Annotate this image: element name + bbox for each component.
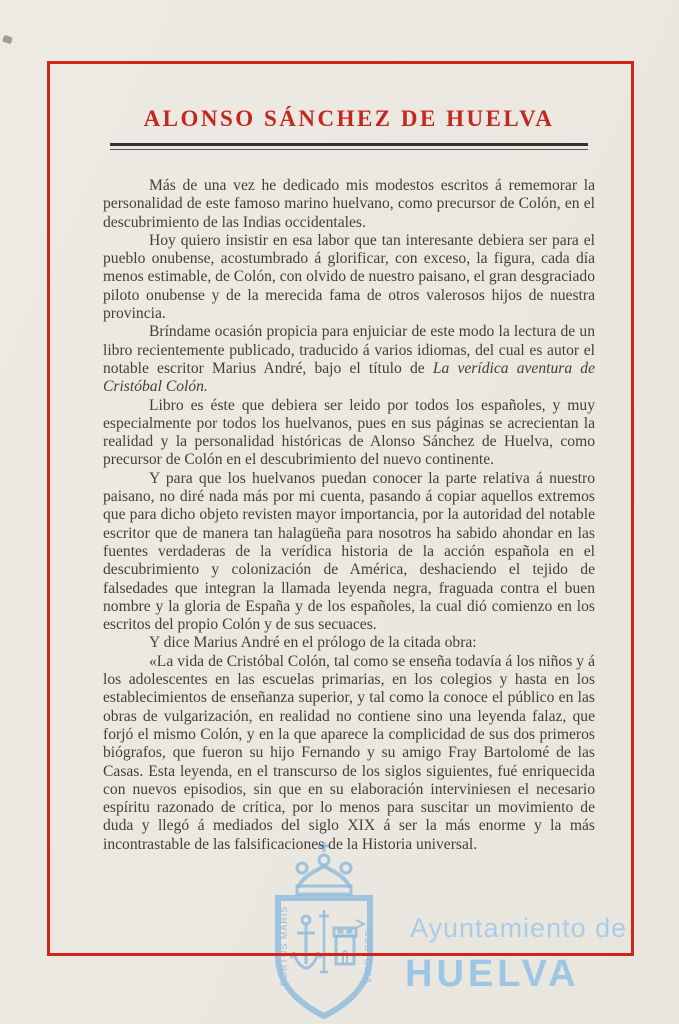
paragraph xyxy=(103,323,595,396)
paragraph-text: Bríndame ocasión propicia para enjuiciar de este modo la lectura de un libro recientemente publicado, traducido á varios idiomas, del cual es autor el notable escritor Marius André, bajo el título de xyxy=(103,323,595,377)
title-double-rule xyxy=(110,143,588,150)
motto-right-text: CUSTODIA xyxy=(363,930,373,985)
motto-left-text: PORTUS MARIS xyxy=(279,905,289,986)
paragraph-text: Libro es éste que debiera ser leido por todos los españoles, y muy especialmente por todos los huelvanos, pues en sus páginas se acrecientan la realidad y la personalidad históricas de Alonso Sánchez de Huelva, como precursor de Colón en el descubrimiento del nuevo continente. xyxy=(103,396,595,469)
paragraph xyxy=(103,232,595,323)
paragraph xyxy=(103,653,595,854)
paragraph xyxy=(103,177,595,232)
paragraph-text: «La vida de Cristóbal Colón, tal como se enseña todavía á los niños y á los adolescentes en las escuelas primarias, en los colegios y hasta en los establecimientos de enseñanza superior, y tal como la conoce el público en las obras de vulgarización, en realidad no contiene sino una leyenda falaz, que forjó el mismo Colón, y en la que aparece la complicidad de sus dos primeros biógrafos, que fueron su hijo Fernando y su amigo Fray Bartolomé de las Casas. Esta leyenda, en el transcurso de los siglos siguientes, fué enriquecida con nuevos episodios, sin que en su elaboración interviniesen el necesario espíritu razonado de crítica, por lo menos para suscitar un movimiento de duda y llegó á mediados del siglo XIX á ser la más enorme y la más incontrastable de las falsificaciones de la Historia universal. xyxy=(103,652,595,853)
paragraph xyxy=(103,397,595,470)
paragraph-text: Hoy quiero insistir en esa labor que tan interesante debiera ser para el pueblo onubense, acostumbrado á glorificar, con exceso, la figura, cada día menos estimable, de Colón, con olvido de nuestro paisano, el gran desgraciado piloto onubense y de la merecida fama de otros valerosos hijos de nuestra provincia. xyxy=(103,231,595,323)
printed-content xyxy=(103,106,595,854)
watermark-ayuntamiento-text: Ayuntamiento de xyxy=(410,913,628,943)
paragraph-text: Y dice Marius André en el prólogo de la citada obra: xyxy=(149,634,477,652)
paragraph xyxy=(103,634,595,652)
page-title: ALONSO SÁNCHEZ DE HUELVA xyxy=(143,106,555,131)
huelva-coat-of-arms-icon xyxy=(268,836,380,1024)
paragraph xyxy=(103,470,595,635)
scan-artifact xyxy=(2,35,13,44)
watermark-huelva-text: HUELVA xyxy=(405,953,580,995)
document-body xyxy=(103,177,595,854)
column-icon xyxy=(319,910,329,972)
paragraph-text: Más de una vez he dedicado mis modestos escritos á rememorar la personalidad de este famoso marino huelvano, como precursor de Colón, en el descubrimiento de las Indias occidentales. xyxy=(103,177,595,231)
paragraph-text: Y para que los huelvanos puedan conocer la parte relativa á nuestro paisano, no diré nada más por mi cuenta, pasando á copiar aquellos extremos que para dicho objeto revisten mayor importancia, por la autoridad del notable escritor que de manera tan halagüeña para nosotros ha sabido ahondar en las fuentes verdaderas de la verídica historia de la acción española en el descubrimiento y colonización de América, deshaciendo el tejido de falsedades que integran la llamada leyenda negra, fraguada contra el buen nombre y la gloria de España y de los españoles, la cual dió comienzo en los escritos del propio Colón y de sus secuaces. xyxy=(103,469,595,634)
anchor-icon xyxy=(291,916,321,968)
tower-icon xyxy=(334,920,364,964)
book-title-italic: La verídica aventura de Cristóbal Colón. xyxy=(103,359,595,396)
